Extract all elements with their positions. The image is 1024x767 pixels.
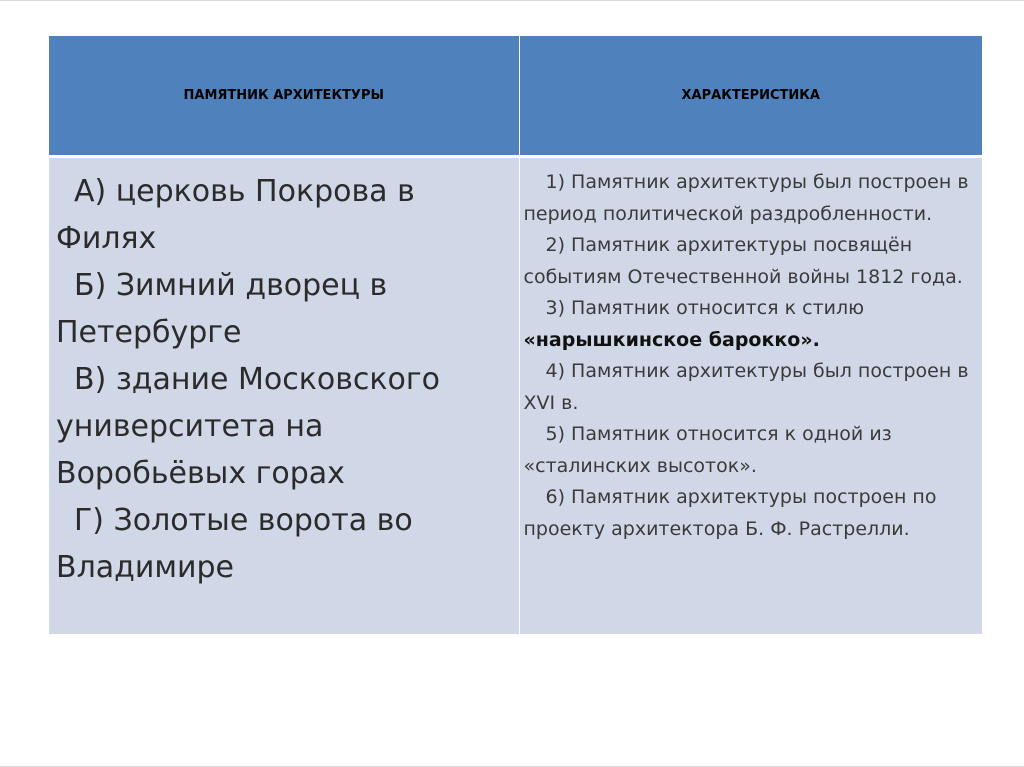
monument-item-a: А) церковь Покрова в Филях: [56, 174, 415, 256]
characteristic-item-5: 5) Памятник относится к одной из «сталинских высоток».: [523, 423, 892, 477]
characteristic-item-3-text: 3) Памятник относится к стилю: [545, 297, 865, 319]
matching-table: [49, 36, 982, 634]
characteristic-item-3: [524, 293, 977, 356]
monument-item-v: В) здание Московского университета на Воробьёвых горах: [56, 362, 440, 491]
header-monument: ПАМЯТНИК АРХИТЕКТУРЫ: [49, 36, 519, 157]
table-header-row: [49, 36, 982, 157]
header-characteristic: ХАРАКТЕРИСТИКА: [519, 36, 982, 157]
characteristic-item-2: 2) Памятник архитектуры посвящён событиям Отечественной войны 1812 года.: [523, 234, 963, 288]
characteristics-list: [520, 158, 983, 545]
monument-item-g: Г) Золотые ворота во Владимире: [56, 503, 413, 585]
characteristics-cell: [519, 157, 982, 635]
slide-top-border: [0, 0, 1024, 1]
characteristic-item-3-bold: «нарышкинское барокко».: [523, 328, 820, 351]
table-body-row: [49, 157, 982, 635]
monuments-list: [49, 158, 519, 591]
characteristic-item-6: 6) Памятник архитектуры построен по проекту архитектора Б. Ф. Растрелли.: [523, 486, 937, 540]
monuments-cell: [49, 157, 519, 635]
characteristic-item-4: 4) Памятник архитектуры был построен в XVI в.: [523, 360, 969, 414]
monument-item-b: Б) Зимний дворец в Петербурге: [56, 268, 388, 350]
characteristic-item-1: 1) Памятник архитектуры был построен в период политической раздробленности.: [523, 171, 969, 225]
